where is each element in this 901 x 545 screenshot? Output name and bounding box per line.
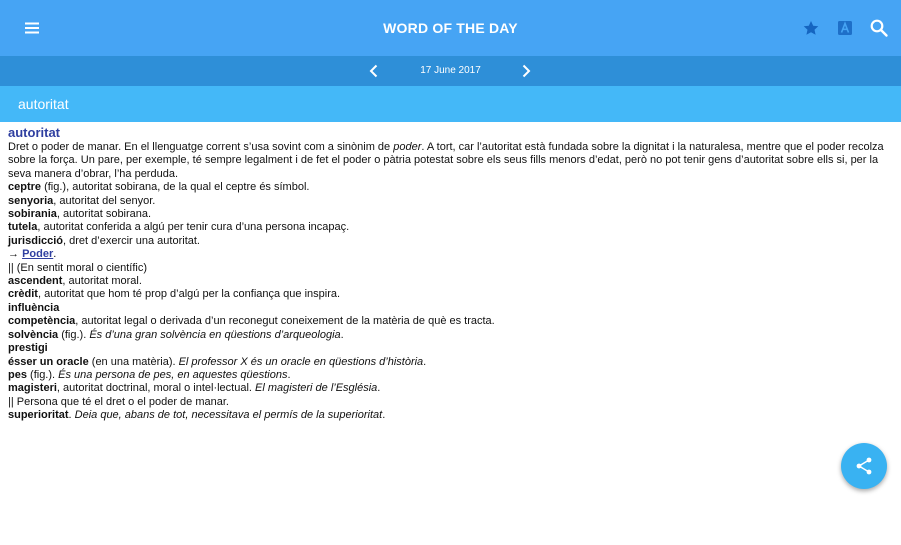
synonym-line: crèdit, autoritat que hom té prop d’algú per la confiança que inspira. (8, 288, 341, 301)
synonym-line: ascendent, autoritat moral. (8, 275, 142, 288)
synonym-line: competència, autoritat legal o derivada d’un reconegut coneixement de la matèria de què es tracta. (8, 315, 495, 328)
synonym-line: prestigi (8, 342, 48, 355)
synonym-line: tutela, autoritat conferida a algú per tenir cura d’una persona incapaç. (8, 221, 350, 234)
poder-link[interactable]: Poder (22, 248, 54, 261)
word-header-bar (0, 86, 901, 122)
share-button[interactable] (841, 443, 887, 489)
date-navigation-bar (0, 56, 901, 86)
dictionary-a-icon[interactable] (831, 14, 859, 42)
synonym-line: superioritat. Deia que, abans de tot, necessitava el permís de la superioritat. (8, 409, 386, 422)
definition-content (8, 125, 896, 423)
hamburger-menu-icon[interactable] (18, 14, 46, 42)
synonym-line: solvència (fig.). És d’una gran solvència en qüestions d’arqueologia. (8, 328, 344, 341)
synonym-line: pes (fig.). És una persona de pes, en aquestes qüestions. (8, 368, 291, 381)
current-date: 17 June 2017 (420, 65, 481, 76)
sense-note: || (En sentit moral o científic) (8, 261, 147, 274)
word-title: autoritat (18, 96, 69, 112)
share-icon (854, 456, 874, 476)
synonym-line: senyoria, autoritat del senyor. (8, 194, 156, 207)
star-icon[interactable] (797, 14, 825, 42)
cross-reference-line: → Poder. (8, 248, 57, 261)
definition-paragraph: Dret o poder de manar. En el llenguatge corrent s’usa sovint com a sinònim de poder. A tort, car l’autoritat està fundada sobre la dignitat i la naturalesa, mentre que el poder recolza sobre la força. Un pare, per exemple, té sempre legalment i de fet el poder o pàtria potestat sobre els seus fills menors d’edat, però no pot tenir gens d’autoritat sobre ells si, per la seva manera d’obrar, l’ha perduda. (8, 141, 884, 180)
synonym-line: sobirania, autoritat sobirana. (8, 208, 152, 221)
synonym-line: ésser un oracle (en una matèria). El professor X és un oracle en qüestions d’història. (8, 355, 427, 368)
synonym-line: magisteri, autoritat doctrinal, moral o intel·lectual. El magisteri de l’Església. (8, 382, 381, 395)
previous-day-chevron-left-icon[interactable] (362, 59, 386, 83)
search-icon[interactable] (865, 14, 893, 42)
page-title: WORD OF THE DAY (383, 20, 518, 36)
next-day-chevron-right-icon[interactable] (514, 59, 538, 83)
app-bar (0, 0, 901, 56)
sense-note: || Persona que té el dret o el poder de manar. (8, 395, 229, 408)
entry-headword: autoritat (8, 125, 60, 140)
synonym-line: ceptre (fig.), autoritat sobirana, de la qual el ceptre és símbol. (8, 181, 310, 194)
synonym-line: influència (8, 301, 60, 314)
synonym-line: jurisdicció, dret d’exercir una autoritat. (8, 234, 200, 247)
